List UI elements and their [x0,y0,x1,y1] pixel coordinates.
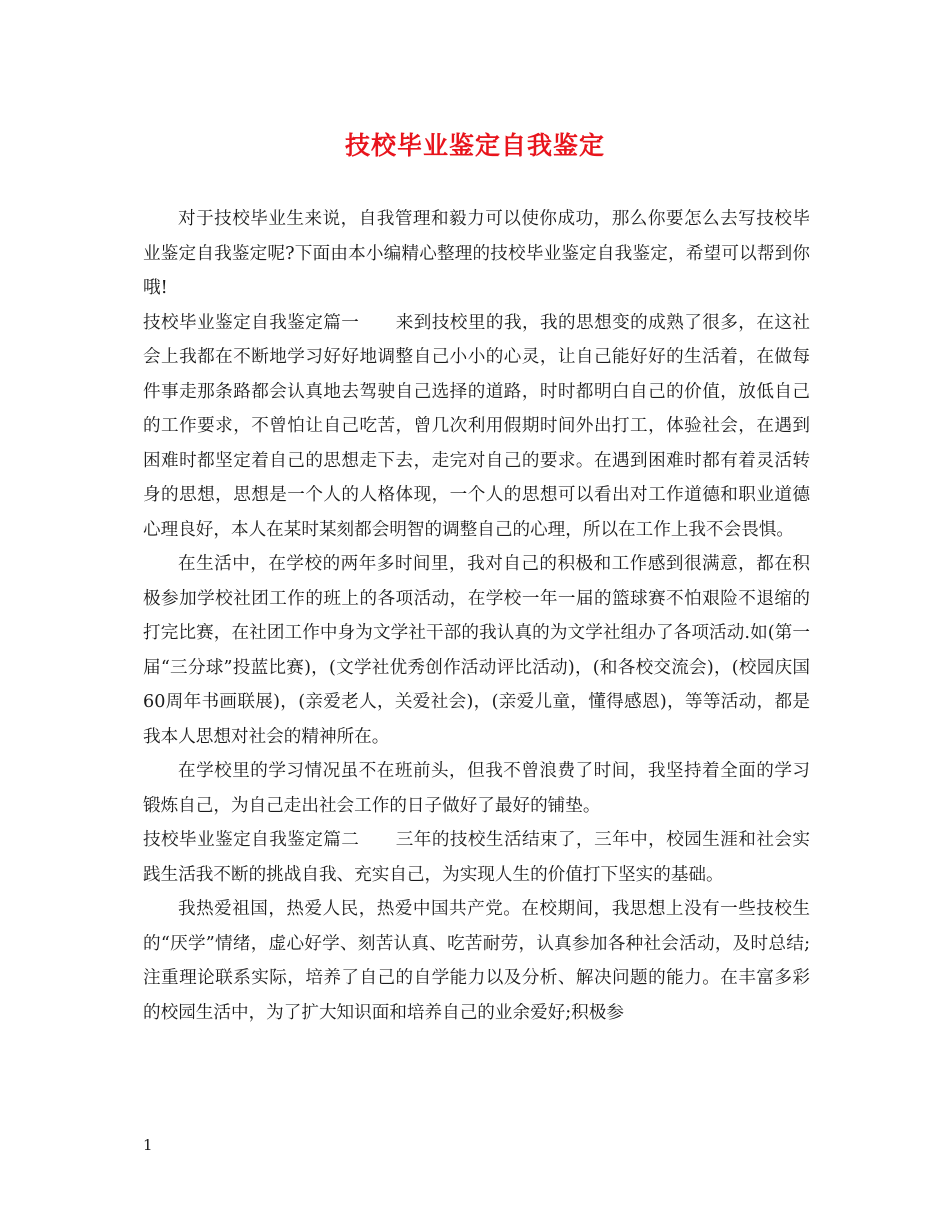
section-one-text: 来到技校里的我，我的思想变的成熟了很多，在这社会上我都在不断地学习好好地调整自己小小的心灵，让自己能好好的生活着，在做每件事走那条路都会认真地去驾驶自己选择的道路，时时都明白自己的价值，放低自己的工作要求，不曾怕让自己吃苦，曾几次利用假期时间外出打工，体验社会，在遇到困难时都坚定着自己的思想走下去，走完对自己的要求。在遇到困难时都有着灵活转身的思想，思想是一个人的人格体现，一个人的思想可以看出对工作道德和职业道德心理良好，本人在某时某刻都会明智的调整自己的心理，所以在工作上我不会畏惧。 [143,312,810,540]
section-one-paragraph [143,306,810,548]
section-two-heading: 技校毕业鉴定自我鉴定篇二 [143,830,360,850]
page-number: 1 [143,1136,153,1154]
intro-paragraph: 对于技校毕业生来说，自我管理和毅力可以使你成功，那么你要怎么去写技校毕业鉴定自我鉴定呢?下面由本小编精心整理的技校毕业鉴定自我鉴定，希望可以帮到你哦! [143,209,810,298]
section-one-heading: 技校毕业鉴定自我鉴定篇一 [143,312,360,333]
body-paragraph-2: 在生活中，在学校的两年多时间里，我对自己的积极和工作感到很满意，都在积极参加学校社团工作的班上的各项活动，在学校一年一届的篮球赛不怕艰险不退缩的打完比赛，在社团工作中身为文学社干部的我认真的为文学社组办了各项活动.如(第一届“三分球”投蓝比赛)，(文学社优秀创作活动评比活动)，(和各校交流会)，(校园庆国60周年书画联展)，(亲爱老人，关爱社会)，(亲爱儿童，懂得感恩)，等等活动，都是我本人思想对社会的精神所在。 [143,554,810,747]
body-paragraph-3: 在学校里的学习情况虽不在班前头，但我不曾浪费了时间，我坚持着全面的学习锻炼自己，为自己走出社会工作的日子做好了最好的铺垫。 [143,761,810,816]
section-two-text: 三年的技校生活结束了，三年中，校园生涯和社会实践生活我不断的挑战自我、充实自己，为实现人生的价值打下坚实的基础。 [143,830,810,885]
body-paragraph-4: 我热爱祖国，热爱人民，热爱中国共产党。在校期间，我思想上没有一些技校生的“厌学”情绪，虚心好学、刻苦认真、吃苦耐劳，认真参加各种社会活动，及时总结;注重理论联系实际，培养了自己的自学能力以及分析、解决问题的能力。在丰富多彩的校园生活中，为了扩大知识面和培养自己的业余爱好;积极参 [143,899,810,1023]
document-title: 技校毕业鉴定自我鉴定 [344,131,605,160]
section-two-paragraph [143,823,810,892]
document-body [143,202,810,1030]
